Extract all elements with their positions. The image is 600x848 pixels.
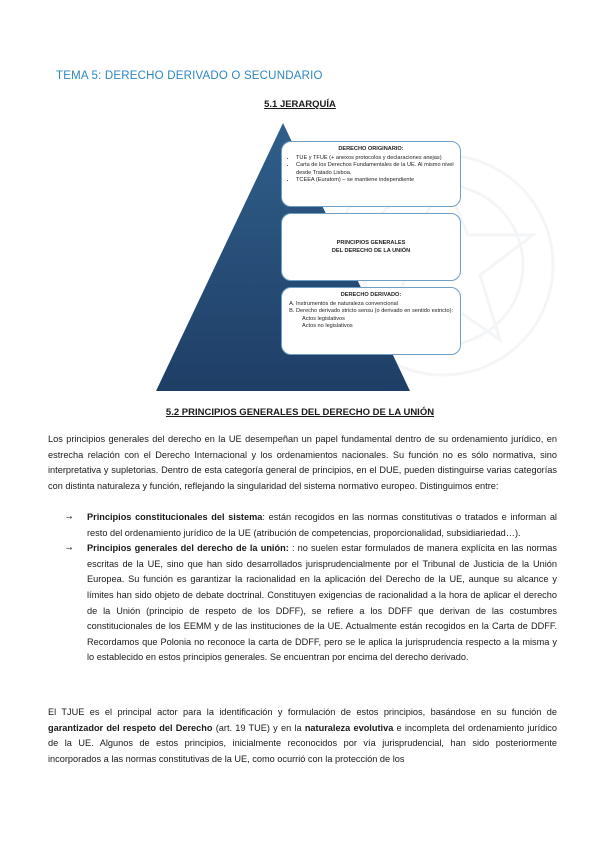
box-principios-generales [281, 213, 461, 281]
sub-item: Actos legislativos [302, 315, 345, 322]
paragraph-text: El TJUE es el principal actor para la identificación y formulación de estos principios, basándose en su función de [48, 707, 557, 717]
intro-paragraph [48, 432, 557, 494]
list-item: • Carta de los Derechos Fundamentales de la UE. Al mismo nivel desde Tratado Lisboa. [296, 162, 454, 177]
list-item: • TUE y TFUE (+ anexos protocolos y declaraciones anejas) [296, 155, 454, 163]
box-title: DERECHO ORIGINARIO: [338, 146, 404, 152]
section-heading-jerarquia: 5.1 JERARQUÍA [264, 99, 336, 110]
arrow-bullet-icon: ➙ [66, 544, 73, 554]
box-line: PRINCIPIOS GENERALES [336, 240, 406, 246]
paragraph-text: Los principios generales del derecho en la UE desempeñan un papel fundamental dentro de su ordenamiento jurídico, en estrecha relación con el Derecho Internacional y los ordenamientos nacionales. Su función no es sólo normativa, sino interpretativa y supletorias. Dentro de esta categoría general de principios, en el DUE, pueden distinguirse varias categorías con distinta naturaleza y función, reflejando la singularidad del sistema normativo europeo. Distinguimos entre: [48, 434, 557, 491]
list-item [66, 541, 557, 666]
list-item: B. Derecho derivado stricto sensu (o derivado en sentido estricto): [296, 308, 454, 316]
sub-item: Actos no legislativos [302, 323, 353, 329]
section-heading-principios: 5.2 PRINCIPIOS GENERALES DEL DERECHO DE LA UNIÓN [165, 407, 435, 418]
box-line: DEL DERECHO DE LA UNIÓN [331, 248, 411, 254]
list-item: • TCEEA (Euratom) – se mantiene independiente [296, 177, 454, 185]
bullet-text: : están recogidos en las normas constitutivas o tratados e informan al resto del ordenamiento jurídico de la UE (atribución de competencias, proporcionalidad, subsidiariedad…). [87, 512, 557, 538]
paragraph-text: (art. 19 TUE) y en la [212, 722, 305, 733]
arrow-bullet-icon: ➙ [66, 513, 73, 522]
bullet-term: Principios generales del derecho de la unión: [87, 543, 289, 554]
paragraph-text: e incompleta del ordenamiento jurídico de la UE. Algunos de estos principios, inicialmente reconocidos por vía jurisprudencial, han sido posteriormente incorporados a las normas constitutivas de la UE, como ocurrió con la protección de los [48, 722, 557, 764]
bold-term: garantizador del respeto del Derecho [48, 722, 213, 733]
box-title: DERECHO DERIVADO: [340, 292, 402, 298]
bullet-term: Principios constitucionales del sistema [87, 512, 263, 522]
box-derecho-originario [281, 141, 461, 207]
document-title: TEMA 5: DERECHO DERIVADO O SECUNDARIO [56, 70, 323, 82]
box-derecho-derivado [281, 287, 461, 355]
list-item [66, 510, 557, 541]
principles-list [66, 510, 557, 666]
bullet-text: : no suelen estar formulados de manera explícita en las normas escritas de la UE, sino que han sido desarrollados jurisprudencialmente por el Tribunal de Justicia de la Unión Europea. Su función es garantizar la racionalidad en la aplicación del Derecho de la UE, aunque su alcance y límites han sido objeto de debate doctrinal. Constituyen exigencias de racionalidad a la hora de aplicar el derecho de la Unión (principio de respeto de los DDFF), se refiere a los DDFF que derivan de las costumbres constitucionales de los EEMM y de las instituciones de la UE. Actualmente están recogidos en la Carta de DDFF. Recordamos que Polonia no reconoce la carta de DDFF, pero se le aplica la jurisprudencia respecto a la misma y lo establecido en estos principios generales. Se encuentran por encima del derecho derivado. [87, 543, 557, 663]
closing-paragraph [48, 705, 557, 767]
bold-term: naturaleza evolutiva [304, 722, 394, 733]
list-item: A. Instrumentos de naturaleza convencional [296, 301, 454, 309]
